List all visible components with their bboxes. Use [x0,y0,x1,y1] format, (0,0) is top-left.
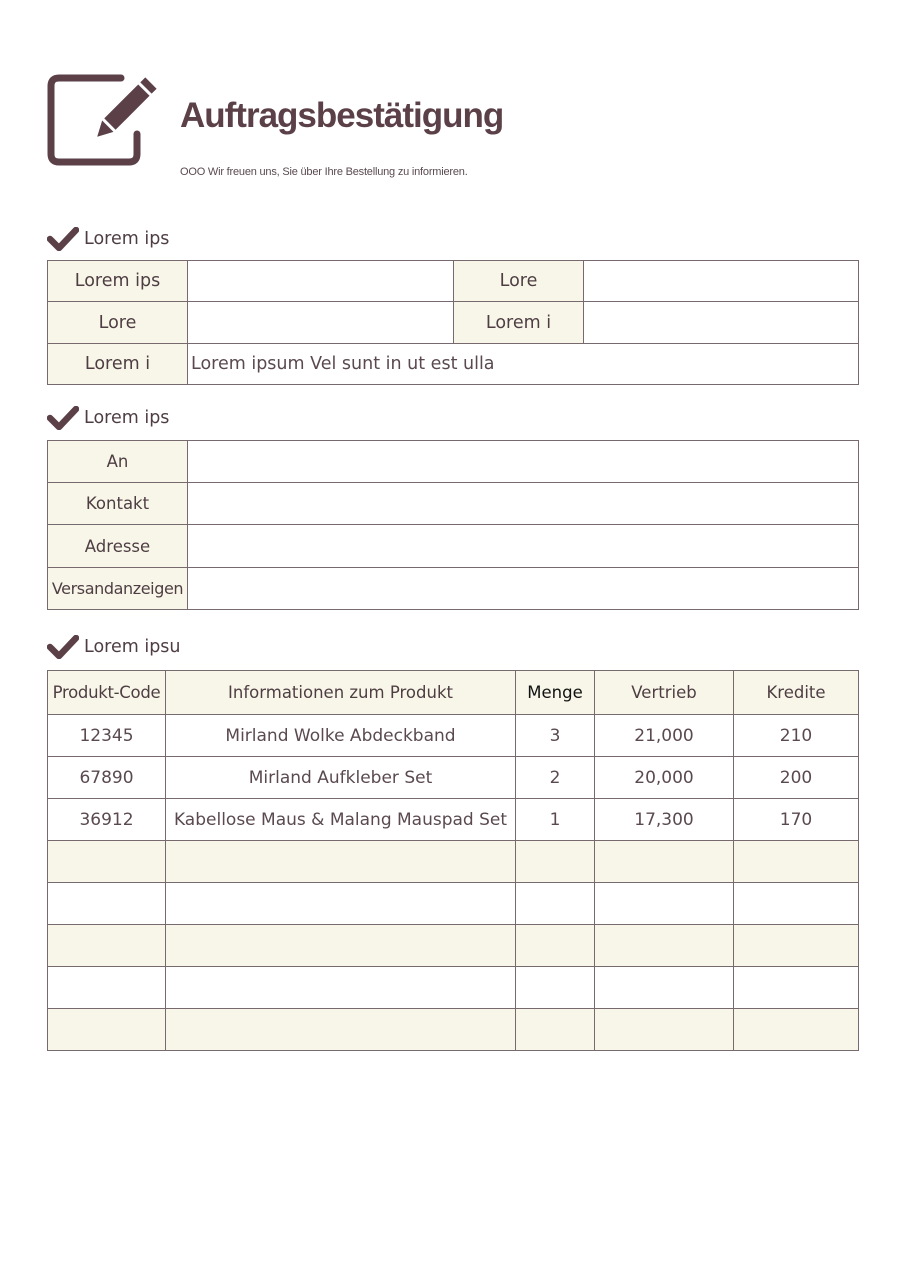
product-info-cell[interactable] [166,967,516,1009]
column-header-credits: Kredite [734,671,859,715]
field-value[interactable] [188,525,859,568]
table-row [48,883,859,925]
field-label: Lore [48,302,188,344]
field-value[interactable]: Lorem ipsum Vel sunt in ut est ulla [188,344,859,385]
quantity-cell[interactable]: 1 [516,799,595,841]
field-label: Versandanzeigen [48,568,188,610]
edit-icon [45,72,171,168]
credits-cell[interactable] [734,841,859,883]
credits-cell[interactable]: 210 [734,715,859,757]
section-heading-2 [47,404,169,432]
table-row [48,757,859,799]
product-info-cell[interactable]: Mirland Aufkleber Set [166,757,516,799]
credits-cell[interactable]: 170 [734,799,859,841]
section-heading-text: Lorem ipsu [84,637,181,657]
product-info-cell[interactable] [166,883,516,925]
table-row [48,302,859,344]
credits-cell[interactable] [734,925,859,967]
table-row [48,967,859,1009]
column-header-sales: Vertrieb [595,671,734,715]
product-info-cell[interactable]: Mirland Wolke Abdeckband [166,715,516,757]
product-code-cell[interactable]: 12345 [48,715,166,757]
sales-cell[interactable]: 21,000 [595,715,734,757]
product-code-cell[interactable] [48,1009,166,1051]
quantity-cell[interactable]: 2 [516,757,595,799]
field-value[interactable] [188,568,859,610]
section-heading-1 [47,225,169,253]
quantity-cell[interactable] [516,841,595,883]
table-row [48,441,859,483]
quantity-cell[interactable] [516,1009,595,1051]
sales-cell[interactable] [595,967,734,1009]
table-row [48,344,859,385]
table-row [48,483,859,525]
product-code-cell[interactable]: 67890 [48,757,166,799]
table-row [48,1009,859,1051]
field-label: Lorem ips [48,261,188,302]
quantity-cell[interactable] [516,967,595,1009]
section-heading-text: Lorem ips [84,408,170,428]
sales-cell[interactable] [595,1009,734,1051]
section-heading-3 [47,633,181,661]
product-code-cell[interactable] [48,925,166,967]
page-subtitle: OOO Wir freuen uns, Sie über Ihre Bestellung zu informieren. [180,166,468,178]
column-header-quantity: Menge [516,671,595,715]
field-label: An [48,441,188,483]
column-header-product-code: Produkt-Code [48,671,166,715]
product-info-cell[interactable]: Kabellose Maus & Malang Mauspad Set [166,799,516,841]
table-row [48,568,859,610]
field-value[interactable] [188,483,859,525]
product-code-cell[interactable] [48,841,166,883]
product-table [47,670,859,1051]
quantity-cell[interactable]: 3 [516,715,595,757]
table-row [48,841,859,883]
field-label: Kontakt [48,483,188,525]
credits-cell[interactable]: 200 [734,757,859,799]
table-row [48,925,859,967]
column-header-product-info: Informationen zum Produkt [166,671,516,715]
credits-cell[interactable] [734,967,859,1009]
checkmark-icon [47,227,79,251]
product-code-cell[interactable] [48,883,166,925]
recipient-table [47,440,859,610]
field-value[interactable] [188,261,454,302]
field-label: Lore [454,261,584,302]
credits-cell[interactable] [734,1009,859,1051]
quantity-cell[interactable] [516,883,595,925]
table-row [48,799,859,841]
field-label: Lorem i [454,302,584,344]
product-info-cell[interactable] [166,841,516,883]
section-heading-text: Lorem ips [84,229,170,249]
table-row [48,715,859,757]
field-value[interactable] [584,302,859,344]
sales-cell[interactable]: 20,000 [595,757,734,799]
page-title: Auftragsbestätigung [180,96,504,135]
field-value[interactable] [188,441,859,483]
product-info-cell[interactable] [166,1009,516,1051]
product-code-cell[interactable] [48,967,166,1009]
credits-cell[interactable] [734,883,859,925]
sales-cell[interactable] [595,925,734,967]
table-row [48,525,859,568]
quantity-cell[interactable] [516,925,595,967]
sales-cell[interactable]: 17,300 [595,799,734,841]
field-value[interactable] [584,261,859,302]
sales-cell[interactable] [595,883,734,925]
checkmark-icon [47,406,79,430]
table-header-row [48,671,859,715]
field-label: Lorem i [48,344,188,385]
checkmark-icon [47,635,79,659]
table-row [48,261,859,302]
field-value[interactable] [188,302,454,344]
product-code-cell[interactable]: 36912 [48,799,166,841]
field-label: Adresse [48,525,188,568]
product-info-cell[interactable] [166,925,516,967]
order-info-table [47,260,859,385]
sales-cell[interactable] [595,841,734,883]
